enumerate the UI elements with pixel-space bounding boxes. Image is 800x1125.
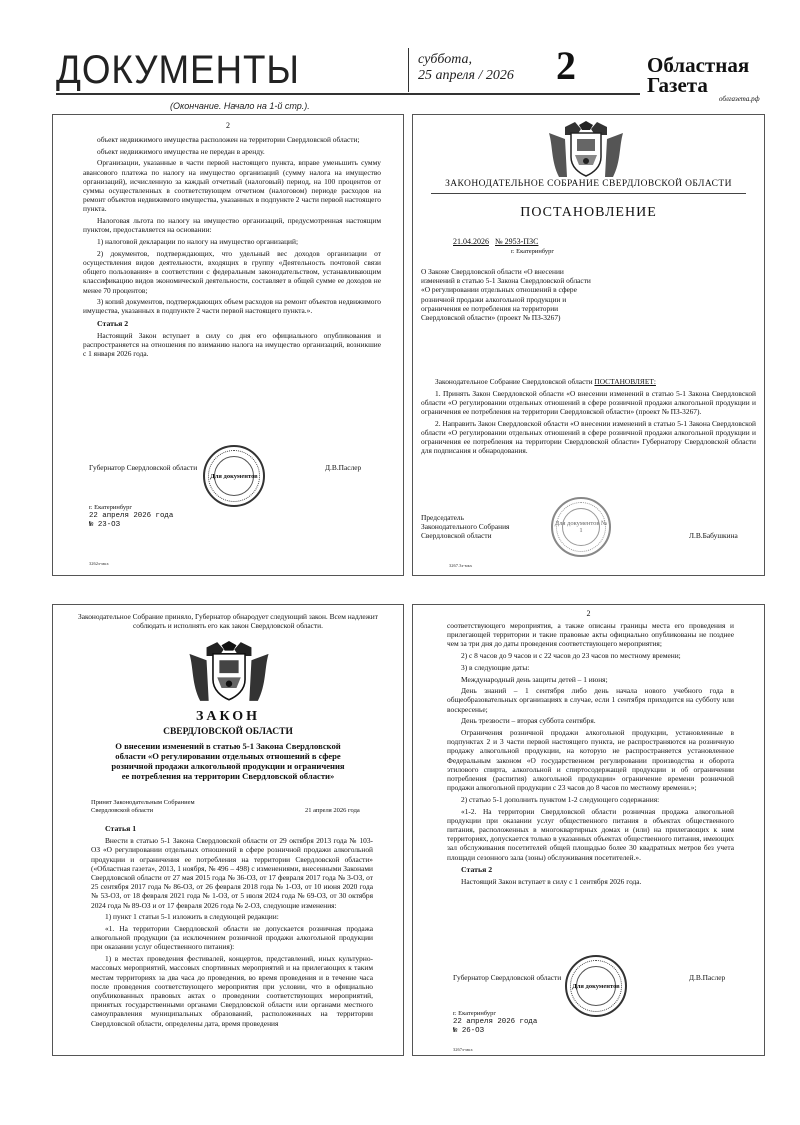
logo-line-1: Областная: [647, 53, 750, 77]
signing-details: [89, 503, 173, 530]
document-panel-law: [52, 604, 404, 1056]
paragraph: Внести в статью 5-1 Закона Свердловской области от 29 октября 2013 года № 103-ОЗ «О регулировании отдельных отношений в сфере розничной продажи алкогольной продукции и ограничения ее потребления на территории Свердловской области» («Областная газета», 2013, 1 ноября, № 496 – 498) с изменениями, внесенными Законами Свердловской области от 27 мая 2015 года № 36-ОЗ, от 17 февраля 2017 года № 3-ОЗ, от 25 сентября 2017 года № 86-ОЗ, от 26 февраля 2018 года № 1-ОЗ, от 10 июня 2020 года № 53-ОЗ, от 18 февраля 2021 года № 1-ОЗ, от 5 июля 2024 года № 69-ОЗ, от 30 октября 2024 года № 89-ОЗ и от 17 февраля 2026 года № 2-ОЗ, следующие изменения:: [91, 836, 373, 910]
paragraph: 1) налоговой декларации по налогу на имущество организаций;: [97, 237, 299, 247]
paragraph: соответствующего мероприятия, а также описаны границы места его проведения и прилегающей территории и такие правовые акты официально опубликованы не позднее чем за три дня до даты проведения соответствующего мероприятия;: [447, 621, 734, 649]
issue-date: [418, 52, 514, 84]
preamble: [421, 377, 756, 386]
coat-of-arms-icon: [183, 641, 275, 703]
paragraph: Международный день защиты детей – 1 июня;: [461, 674, 608, 684]
paragraph: «1. На территории Свердловской области не допускается розничная продажа алкогольной продукции (за исключением розничной продажи алкогольной продукции при оказании услуг общественного питания):: [91, 924, 373, 952]
law-region: СВЕРДЛОВСКОЙ ОБЛАСТИ: [163, 727, 293, 737]
doc-code: 3267.3э-мкх: [449, 563, 473, 568]
issue-date-text: 25 апреля / 2026: [418, 68, 514, 83]
doc-code: 3267э-мкх: [453, 1047, 473, 1052]
article-text: Настоящий Закон вступает в силу с 1 сентября 2026 года.: [461, 877, 642, 887]
signer-title: Губернатор Свердловской области: [89, 463, 198, 472]
chair-title-line: Свердловской области: [421, 531, 492, 540]
article-text: Настоящий Закон вступает в силу со дня его официального опубликования и распространяется на отношения по взиманию налога на имущество организаций, возникшие с 1 января 2026 года.: [83, 330, 381, 359]
article-heading: Статья 2: [97, 318, 129, 328]
adopted-date: 21 апреля 2026 года: [305, 807, 360, 814]
law-body: [91, 821, 373, 1030]
continuation-note: (Окончание. Начало на 1-й стр.).: [170, 101, 310, 111]
paragraph: 1) в местах проведения фестивалей, концертов, представлений, иных культурно-массовых мероприятий, массовых спортивных мероприятий и на прилегающих к таким местам территориях за два часа до проведения, во время проведения и в течение часа после проведения соответствующего мероприятия при условии, что в официально опубликованных правовых актах о проведении соответствующих мероприятий, принятых государственными органами Свердловской области или органами местного самоуправления муниципальных образований, расположенных на территории Свердловской области, определены дата, время проведения: [91, 954, 373, 1028]
resolution-number-line: [453, 237, 538, 246]
document-panel-law-continued: [412, 604, 765, 1056]
tax-law-body: [83, 135, 381, 361]
signing-date: 22 апреля 2026 года: [89, 512, 174, 520]
preamble-text: Законодательное Собрание Свердловской области: [435, 377, 595, 386]
official-stamp: [565, 955, 627, 1017]
paragraph: 3) в следующие даты:: [461, 662, 530, 672]
official-stamp: [203, 445, 265, 507]
logo-line-2: Газета: [647, 73, 708, 97]
coat-of-arms-icon: [545, 121, 627, 179]
paragraph: 2) статью 5-1 дополнить пунктом 1-2 следующего содержания:: [461, 794, 660, 804]
paragraph: Ограничения розничной продажи алкогольной продукции, установленные в подпунктах 2 и 3 части первой настоящего пункта, не распространяются на розничную продажу алкогольной продукции, на которую не распространяется установленное Федеральным законом «О государственном регулировании производства и оборота этилового спирта, алкогольной и спиртосодержащей продукции и об ограничении потребления (распития) алкогольной продукции» ограничение времени розничной продажи алкогольной продукции с 23 часов до 8 часов по местному времени.»;: [447, 728, 734, 793]
header-rule: [431, 193, 746, 194]
resolution-number: № 2953-ПЗС: [495, 237, 539, 246]
law-title: О внесении изменений в статью 5-1 Закона Свердловской области «О регулировании отдельных отношений в сфере розничной продажи алкогольной продукции и ограничения ее потребления на территории Свердловской области»: [111, 741, 345, 781]
paragraph: объект недвижимого имущества не передан в аренду.: [97, 146, 265, 156]
logo-site: облгазета.рф: [719, 95, 760, 103]
chair-title-line: Председатель: [421, 513, 464, 522]
adopted-line: Свердловской области: [91, 807, 154, 814]
page-number: 2: [556, 43, 576, 88]
chair-name: Л.В.Бабушкина: [689, 531, 738, 540]
signer-name: Д.В.Паслер: [689, 973, 726, 982]
signer-name: Д.В.Паслер: [325, 463, 362, 472]
stamp-text: Для документов: [572, 982, 620, 990]
signer-title: Губернатор Свердловской области: [453, 973, 562, 982]
paragraph: Организации, указанные в части первой настоящего пункта, вправе уменьшить сумму авансового платежа по налогу на имущество организаций (сумму налога на имущество организаций), исчисленную за каждый отчетный (налоговый) период, на 100 процентов от суммы осуществленных в соответствующем отчетном (налоговом) периоде расходов на ремонт объектов недвижимого имущества, указанных в подпункте 2 части первой настоящего пункта.: [83, 158, 381, 214]
law-number: № 23-ОЗ: [89, 521, 121, 529]
masthead-rule: [56, 93, 640, 95]
adopted-line: Принят Законодательным Собранием: [91, 799, 195, 806]
law-intro: Законодательное Собрание приняло, Губернатор обнародует следующий закон. Всем надлежит соблюдать и исполнять его как закон Свердловской области.: [78, 612, 378, 630]
newspaper-logo: [647, 53, 760, 103]
resolution-item: 1. Принять Закон Свердловской области «О внесении изменений в статью 5-1 Закона Свердловской области «О регулировании отдельных отношений в сфере розничной продажи алкогольной продукции и ограничения ее потребления на территории Свердловской области» (проект № ПЗ-3267).: [421, 388, 756, 417]
stamp-text: Для документов № 1: [554, 520, 608, 534]
section-title: ДОКУМЕНТЫ: [56, 48, 300, 92]
resolution-date: 21.04.2026: [453, 237, 489, 246]
resolution-body: [421, 377, 756, 458]
article-heading: Статья 2: [461, 864, 493, 874]
paragraph: День знаний – 1 сентября либо день начала нового учебного года в общеобразовательных организациях в случае, если 1 сентября приходится на субботу или воскресенье;: [447, 686, 734, 714]
assembly-name: ЗАКОНОДАТЕЛЬНОЕ СОБРАНИЕ СВЕРДЛОВСКОЙ ОБЛАСТИ: [445, 179, 732, 189]
resolution-city: г. Екатеринбург: [511, 248, 555, 255]
stamp-text: Для документов: [210, 472, 258, 480]
resolution-item: 2. Направить Закон Свердловской области «О внесении изменений в статью 5-1 Закона Свердловской области «О регулировании отдельных отношений в сфере розничной продажи алкогольной продукции и ограничения ее потребления на территории Свердловской области» Губернатору Свердловской области для подписания и обнародования.: [421, 418, 756, 456]
signing-details: [453, 1009, 537, 1036]
document-panel-resolution: [412, 114, 765, 576]
paragraph: 2) с 8 часов до 9 часов и с 22 часов до 23 часов по местному времени;: [461, 651, 681, 661]
official-stamp: [551, 497, 611, 557]
law-number: № 26-ОЗ: [453, 1027, 485, 1035]
paragraph: объект недвижимого имущества расположен на территории Свердловской области;: [97, 135, 360, 144]
document-panel-tax-law: [52, 114, 404, 576]
panel-page-number: 2: [586, 609, 591, 618]
law-heading: ЗАКОН: [195, 709, 261, 724]
signing-date: 22 апреля 2026 года: [453, 1018, 538, 1026]
document-type: ПОСТАНОВЛЕНИЕ: [520, 205, 657, 220]
chair-title-line: Законодательного Собрания: [421, 522, 510, 531]
doc-code: 3262э-мкх: [89, 561, 109, 566]
issue-weekday: суббота,: [418, 52, 473, 67]
resolution-subject: О Законе Свердловской области «О внесении изменений в статью 5-1 Закона Свердловской области «О регулировании отдельных отношений в сфере розничной продажи алкогольной продукции и ограничения ее потребления на территории Свердловской области» (проект № ПЗ-3267): [421, 267, 591, 323]
signing-place: г. Екатеринбург: [453, 1010, 497, 1017]
paragraph: 1) пункт 1 статьи 5-1 изложить в следующей редакции:: [105, 912, 279, 922]
panel-page-number: 2: [226, 121, 230, 130]
signing-place: г. Екатеринбург: [89, 504, 133, 511]
law-body-continued: [447, 621, 734, 889]
paragraph: День трезвости – вторая суббота сентября.: [461, 716, 596, 726]
paragraph: 3) копий документов, подтверждающих объем расходов на ремонт объектов недвижимого имущества, указанных в подпункте 2 части первой настоящего пункта.».: [83, 297, 381, 316]
paragraph: «1-2. На территории Свердловской области розничная продажа алкогольной продукции при оказании услуг общественного питания в объектах общественного питания, расположенных в многоквартирных домах и (или) на прилегающих к ним территориях, допускается только в указанных объектах общественного питания, имеющих зал обслуживания посетителей общей площадью более 30 квадратных метров без учета площади сезонного зала (зоны) обслуживания посетителей.».: [447, 806, 734, 862]
article-heading: Статья 1: [105, 824, 137, 833]
law-adopted: [91, 799, 195, 815]
preamble-keyword: ПОСТАНОВЛЯЕТ:: [594, 377, 656, 386]
chair-title: [421, 513, 509, 540]
masthead-divider: [408, 48, 409, 92]
paragraph: Налоговая льгота по налогу на имущество организаций, предусмотренная настоящим пунктом, предоставляется на основании:: [83, 216, 381, 235]
paragraph: 2) документов, подтверждающих, что удельный вес доходов организации от осуществления видов деятельности, входящих в группу «Деятельность почтовой связи общего пользования» в соответствии с федеральным законодательством, устанавливающим классификацию видов экономической деятельности, составляет в общей сумме ее доходов не менее 70 процентов;: [83, 248, 381, 295]
